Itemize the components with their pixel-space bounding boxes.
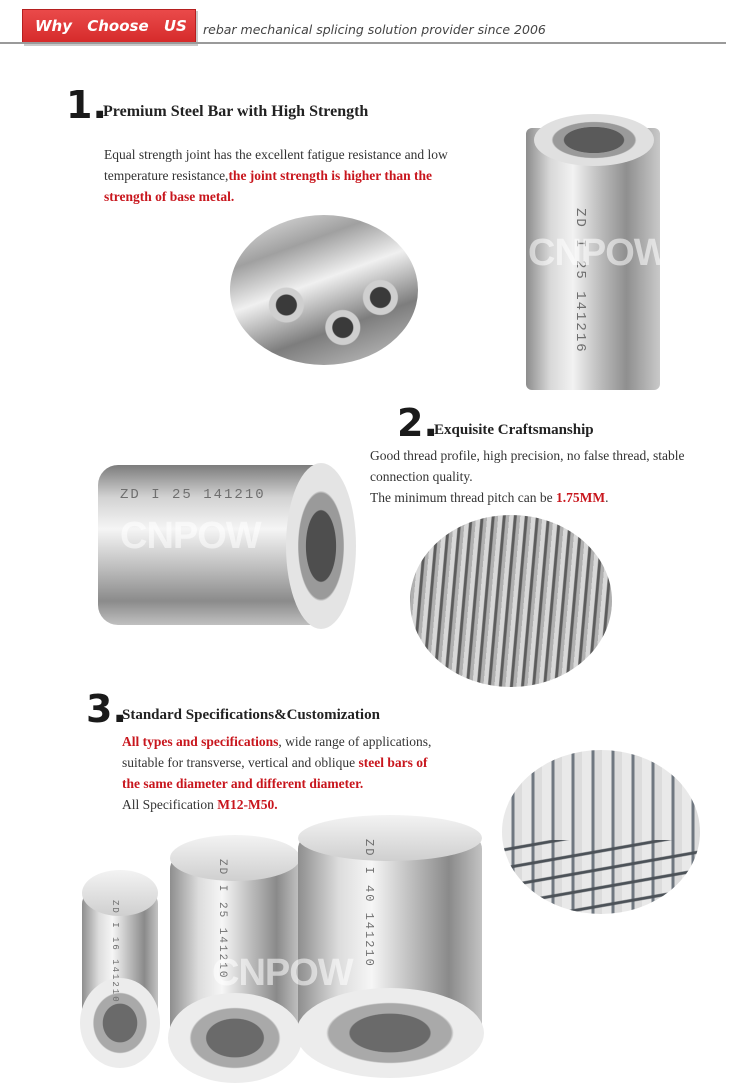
section2-line3 <box>370 487 715 508</box>
header-subtitle: rebar mechanical splicing solution provider since 2006 <box>203 22 546 37</box>
section3-line1-plain: , wide range of applications, <box>278 734 432 749</box>
watermark-3: CNPOW <box>212 952 353 994</box>
section2-line2: connection quality. <box>370 469 473 484</box>
section2-title: Exquisite Craftsmanship <box>434 422 594 438</box>
section1-line2-plain: temperature resistance, <box>104 168 229 183</box>
section3-text <box>122 731 462 815</box>
coupler-large-stamp: ZD I 40 141210 <box>362 839 376 968</box>
section1-text <box>104 144 484 207</box>
section2-line3-red: 1.75MM <box>555 490 606 505</box>
vertical-coupler-stamp: ZD I 25 141216 <box>572 208 588 354</box>
coupler-small-opening <box>80 978 160 1068</box>
coupler-large-top <box>298 815 482 861</box>
section3-line4-red: M12-M50. <box>217 797 278 812</box>
coupler-large-opening <box>296 988 484 1078</box>
coupler-end-opening <box>286 463 356 629</box>
section3-line2-red: steel bars of <box>358 755 428 770</box>
steel-pipes-image <box>230 215 418 365</box>
coupler-large-image <box>298 835 482 1050</box>
rebar-cage-image <box>502 750 700 914</box>
watermark-1: CNPOW <box>528 232 669 274</box>
section1-line2-red: the joint strength is higher than the <box>228 168 432 183</box>
section2-line3-end: . <box>605 490 609 505</box>
coupler-medium-top <box>170 835 300 881</box>
coupler-medium-opening <box>168 993 302 1083</box>
coupler-small-image <box>82 890 158 1040</box>
section3-line4 <box>122 794 462 815</box>
coupler-top-opening <box>534 114 654 166</box>
section3-line1-red: All types and specifications <box>122 734 279 749</box>
section3-line2-plain: suitable for transverse, vertical and oblique <box>122 755 359 770</box>
section1-number: 1. <box>66 83 107 127</box>
section1-line1: Equal strength joint has the excellent fatigue resistance and low <box>104 147 448 162</box>
watermark-2: CNPOW <box>120 515 261 557</box>
horizontal-coupler-image <box>98 465 338 625</box>
coupler-small-top <box>82 870 158 916</box>
section1-title: Premium Steel Bar with High Strength <box>103 103 369 120</box>
coupler-medium-stamp: ZD I 25 141210 <box>216 859 228 980</box>
thread-closeup-image <box>410 515 612 687</box>
section3-line4-plain: All Specification <box>122 797 218 812</box>
section3-line3: the same diameter and different diameter. <box>122 776 364 791</box>
header-divider <box>0 42 726 44</box>
section3-title: Standard Specifications&Customization <box>122 707 380 723</box>
section3-line1 <box>122 731 462 752</box>
horizontal-coupler-stamp: ZD I 25 141210 <box>120 487 266 503</box>
section2-line3-plain: The minimum thread pitch can be <box>370 490 556 505</box>
vertical-coupler-image <box>526 128 669 390</box>
section1-line3: strength of base metal. <box>104 189 235 204</box>
section2-text <box>370 445 715 508</box>
section1-line2 <box>104 165 484 186</box>
section2-number: 2. <box>397 401 438 445</box>
coupler-small-stamp: ZD I 16 141210 <box>110 900 120 1004</box>
why-choose-us-label: Why Choose US <box>35 17 187 35</box>
section3-line2 <box>122 752 462 773</box>
section2-line1: Good thread profile, high precision, no false thread, stable <box>370 448 685 463</box>
section3-number: 3. <box>86 687 127 731</box>
why-choose-us-tab <box>22 9 196 44</box>
